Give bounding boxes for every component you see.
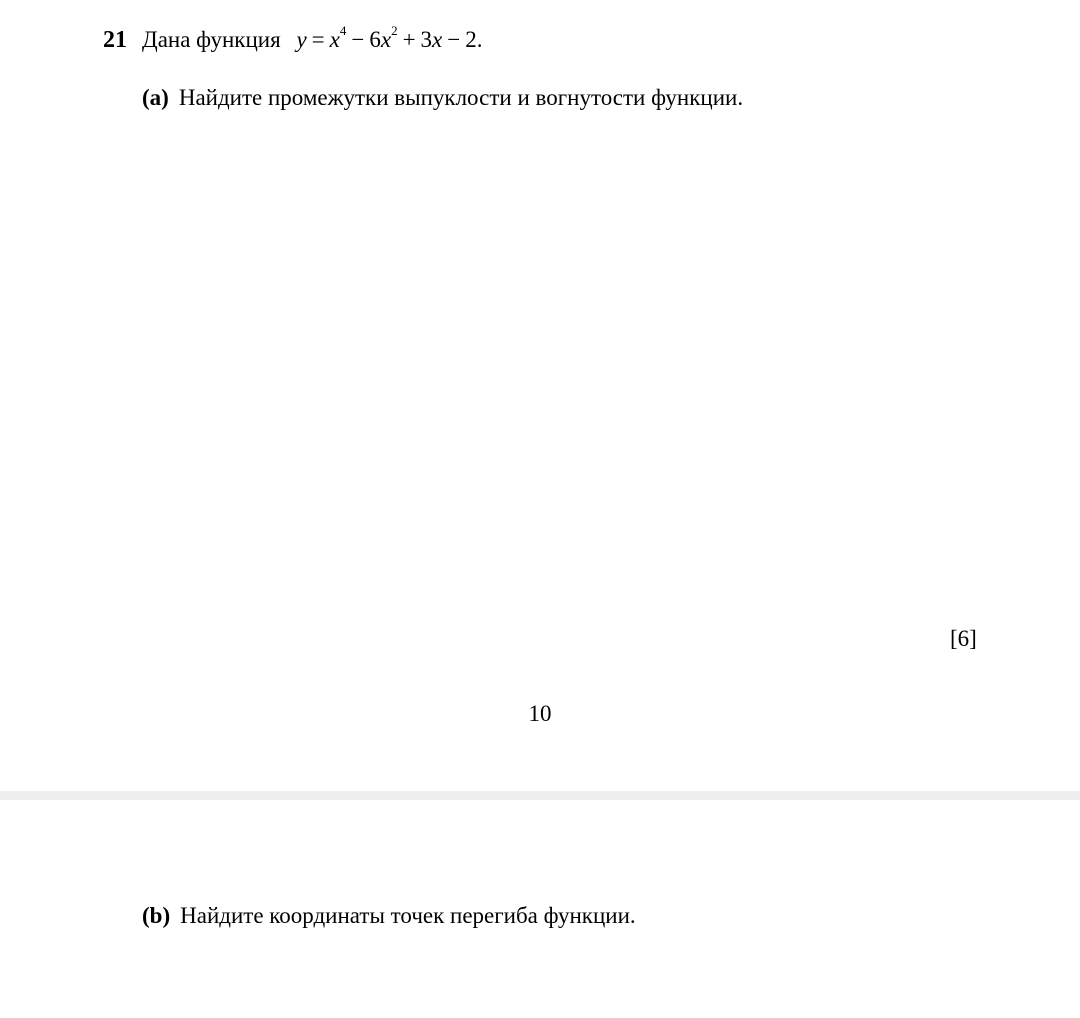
part-a-label: (a) (142, 85, 169, 110)
formula-equals: = (311, 27, 325, 52)
formula-constant: 2 (465, 27, 477, 52)
formula-minus-1: − (351, 27, 365, 52)
formula-y: y (296, 27, 307, 52)
formula-plus: + (402, 27, 416, 52)
formula-period: . (476, 27, 483, 52)
formula-x-term1: x (329, 27, 340, 52)
formula-exponent-4: 4 (339, 23, 347, 39)
formula-coef-6: 6 (369, 27, 381, 52)
part-b-label: (b) (142, 903, 171, 928)
page-number: 10 (528, 701, 552, 726)
formula-x-term2: x (380, 27, 392, 52)
page-11 (0, 800, 1080, 1018)
formula-exponent-2: 2 (391, 23, 398, 39)
page-separator (0, 791, 1080, 800)
formula-minus-2: − (447, 27, 461, 52)
question-intro-line (142, 24, 483, 56)
question-number: 21 (103, 27, 127, 53)
part-a (142, 82, 743, 114)
part-a-text: Найдите промежутки выпуклости и вогнутости функции. (178, 85, 744, 110)
part-b-text: Найдите координаты точек перегиба функции. (180, 903, 636, 928)
formula-x-term3: x (432, 27, 443, 52)
question-intro: Дана функция (142, 27, 281, 52)
part-a-marks: [6] (950, 626, 977, 651)
formula-coef-3: 3 (420, 27, 433, 52)
function-formula (296, 24, 482, 56)
part-b (142, 900, 636, 932)
